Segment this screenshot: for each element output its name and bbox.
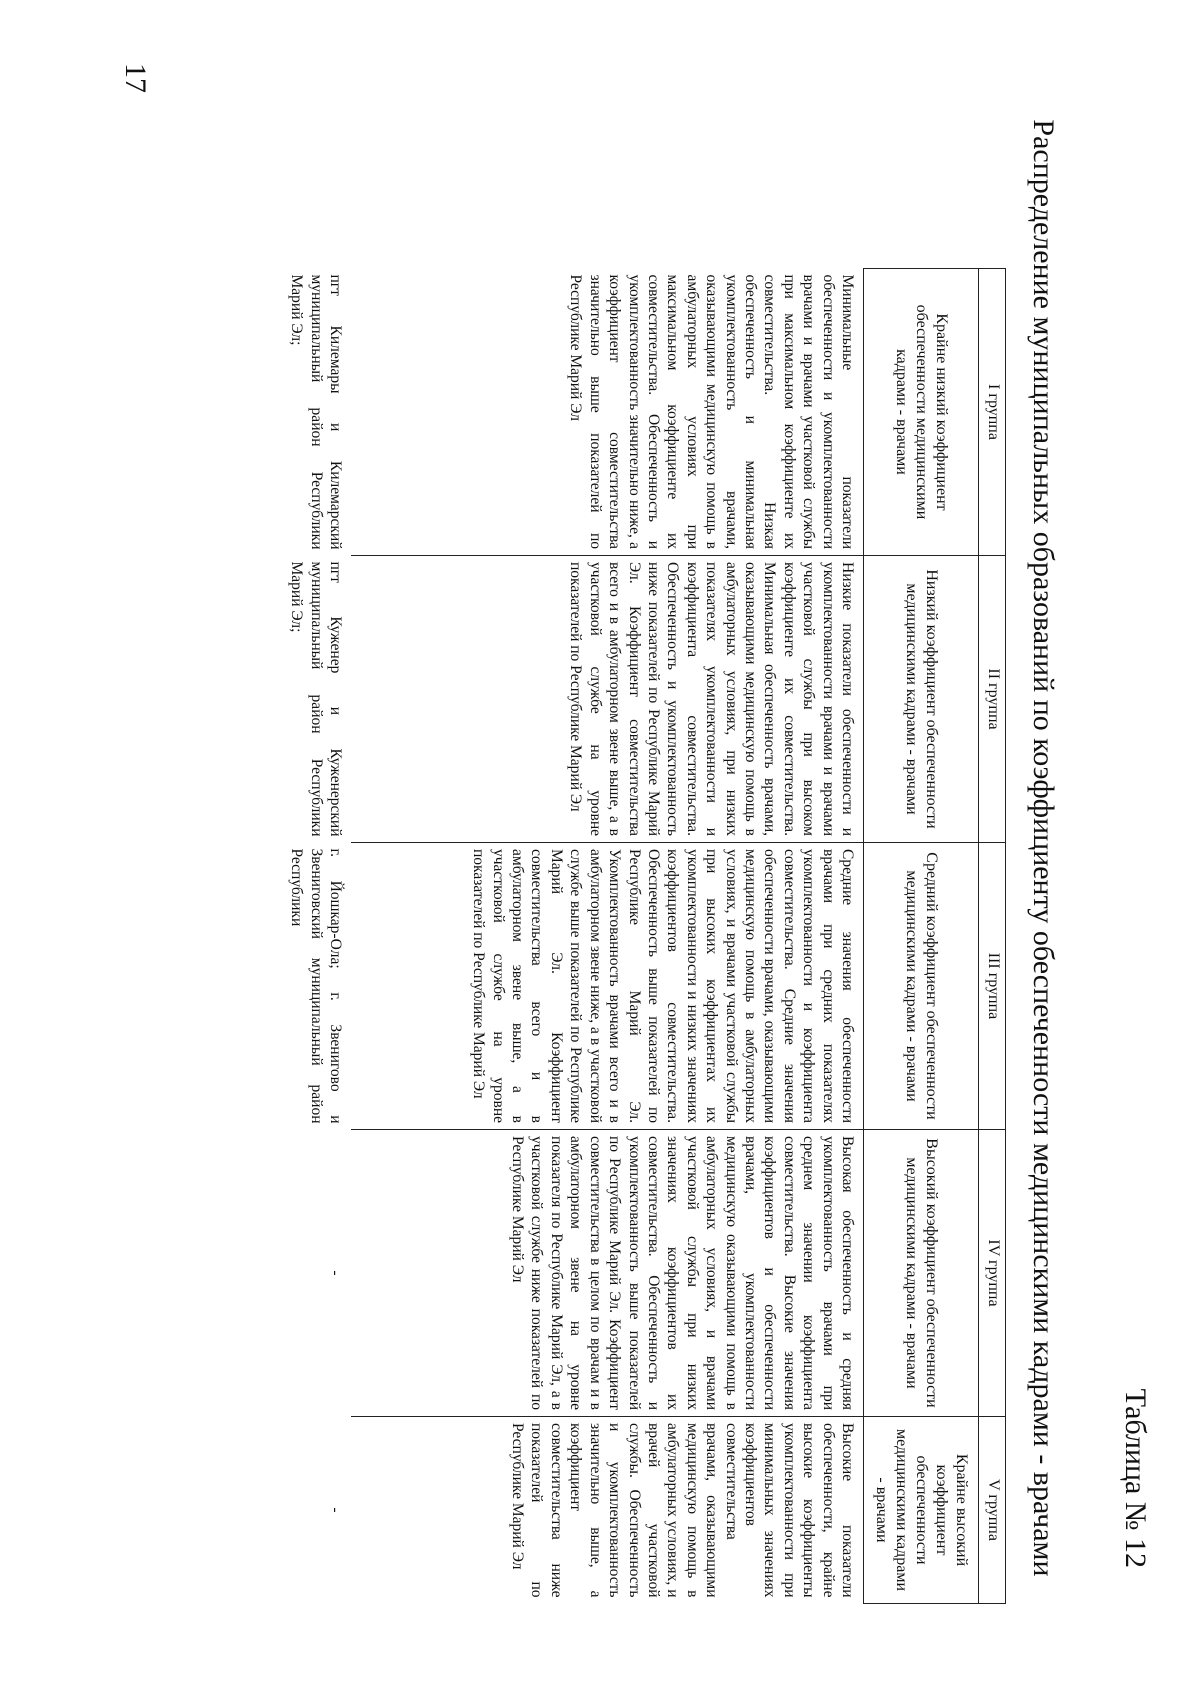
group-1-municipalities: пгт Килемары и Килемарский муниципальный район Республики Марий Эл;: [288, 274, 344, 550]
group-3-municipalities: г. Йошкар-Ола; г. Звенигово и Звениговский муниципальный район Республики: [288, 848, 344, 1124]
group-5-municipalities: -: [327, 1507, 344, 1513]
group-1-caption: Крайне низкий коэффициент обеспеченности медицинскими кадрами - врачами: [864, 269, 979, 556]
table-title: Распределение муниципальных образований по коэффициенту обеспеченности медицинскими кадрами - врачами: [1027, 119, 1060, 1577]
group-3-header: III группа: [979, 843, 1006, 1130]
group-4-header: IV группа: [979, 1130, 1006, 1417]
group-2-municipalities: пгт Куженер и Куженерский муниципальный район Республики Марий Эл;: [288, 561, 344, 837]
group-3-caption: Средний коэффициент обеспеченности медицинскими кадрами - врачами: [864, 843, 979, 1130]
group-4-municipalities: -: [327, 1270, 344, 1276]
table-number: Таблица № 12: [1119, 1388, 1152, 1568]
group-2-header: II группа: [979, 556, 1006, 843]
group-1-header: I группа: [979, 269, 1006, 556]
group-2-caption: Низкий коэффициент обеспеченности медицинскими кадрами - врачами: [864, 556, 979, 843]
distribution-table: [281, 268, 1006, 1604]
group-5-description: Высокие показатели обеспеченности, крайне высокие коэффициенты укомплектованности при минимальных значениях коэффициентов совместительства врачами, оказывающими медицинскую помощь в амбулаторных условиях, и врачей участковой службы. Обеспеченность и укомплектованность значительно выше, а коэффициент совместительства ниже показателей по Республике Марий Эл: [351, 1417, 864, 1604]
group-5-caption: Крайне высокий коэффициент обеспеченности медицинскими кадрами - врачами: [864, 1417, 979, 1604]
page-number: 17: [119, 63, 152, 93]
group-1-description: Минимальные показатели обеспеченности и укомплектованности врачами и врачами участковой службы при максимальном коэффициенте их совместительства. Низкая обеспеченность и минимальная укомплектованность врачами, оказывающими медицинскую помощь в амбулаторных условиях при максимальном коэффициенте их совместительства. Обеспеченность и укомплектованность значительно ниже, а коэффициент совместительства значительно выше показателей по Республике Марий Эл: [351, 269, 864, 556]
group-4-caption: Высокий коэффициент обеспеченности медицинскими кадрами - врачами: [864, 1130, 979, 1417]
group-description-row: [351, 269, 864, 1604]
municipalities-row: [281, 269, 351, 1604]
group-3-description: Средние значения обеспеченности врачами при средних показателях укомплектованности и коэффициента совместительства. Средние значения обеспеченности врачами, оказывающими медицинскую помощь в амбулаторных условиях, и врачами участковой службы при высоких коэффициентах их укомплектованности и низких значениях коэффициентов совместительства. Обеспеченность выше показателей по Республике Марий Эл. Укомплектованность врачами всего и в амбулаторном звене ниже, а в участковой службе выше показателей по Республике Марий Эл. Коэффициент совместительства всего и в амбулаторном звене выше, а в участковой службе на уровне показателей по Республике Марий Эл: [351, 843, 864, 1130]
group-caption-row: [864, 269, 979, 1604]
group-5-header: V группа: [979, 1417, 1006, 1604]
group-4-description: Высокая обеспеченность и средняя укомплектованность врачами при среднем значении коэффициента совместительства. Высокие значения коэффициентов и обеспеченности врачами, укомплектованности медицинскую оказывающими помощь в амбулаторных условиях, и врачами участковой службы при низких значениях коэффициентов их совместительства. Обеспеченность и укомплектованность выше показателей по Республике Марий Эл. Коэффициент совместительства в целом по врачам и в амбулаторном звене на уровне показателя по Республике Марий Эл, а в участковой службе ниже показателей по Республике Марий Эл: [351, 1130, 864, 1417]
rotated-content: [16, 28, 1176, 1668]
group-header-row: [979, 269, 1006, 1604]
group-2-description: Низкие показатели обеспеченности и укомплектованности врачами и врачами участковой службы при высоком коэффициенте их совместительства. Минимальная обеспеченность врачами, оказывающими медицинскую помощь в амбулаторных условиях, при низких показателях укомплектованности и коэффициента совместительства. Обеспеченность и укомплектованность ниже показателей по Республике Марий Эл. Коэффициент совместительства всего и в амбулаторном звене выше, а в участковой службе на уровне показателей по Республике Марий Эл: [351, 556, 864, 843]
